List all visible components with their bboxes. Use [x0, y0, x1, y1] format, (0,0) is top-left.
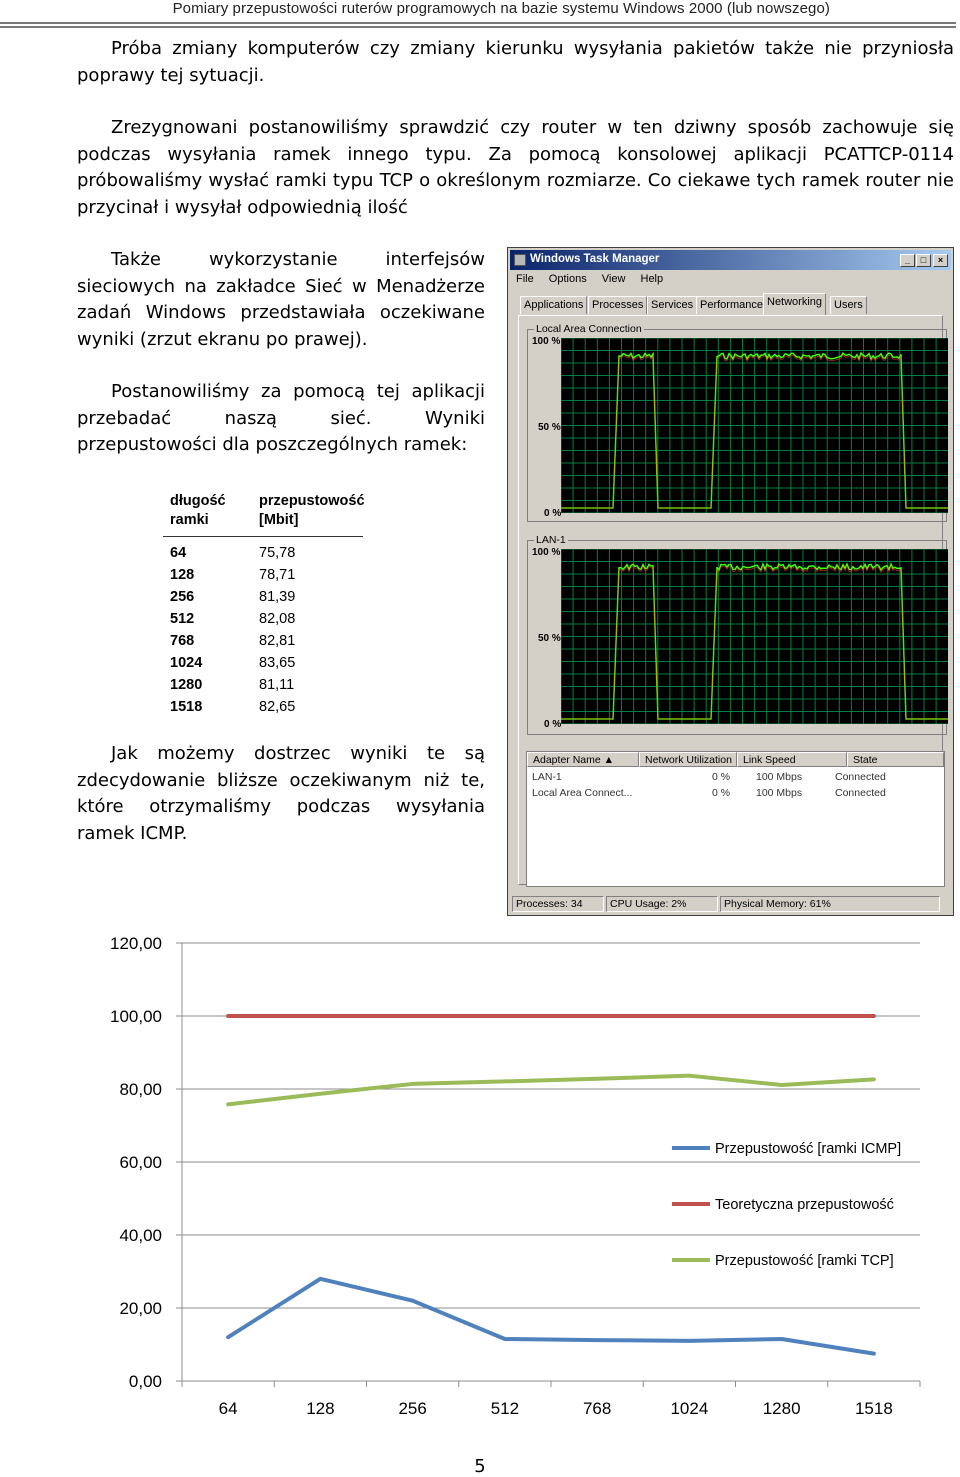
frame-length: 768 [170, 633, 195, 649]
frame-length: 128 [170, 567, 195, 583]
tab-users[interactable]: Users [830, 296, 867, 314]
frame-length: 512 [170, 611, 195, 627]
frame-length: 1280 [170, 677, 203, 693]
x-tick-label: 1518 [854, 1399, 893, 1418]
window-title: Windows Task Manager [530, 253, 660, 265]
graph-label-100: 100 % [532, 547, 561, 558]
x-tick-label: 64 [218, 1399, 238, 1418]
adapter-group-local-area [527, 323, 947, 522]
throughput-value: 78,71 [259, 567, 296, 583]
table-row [163, 651, 363, 673]
table-header-throughput: przepustowość [Mbit] [259, 493, 365, 528]
adapter-list-header [527, 752, 944, 768]
y-tick-label: 0,00 [128, 1372, 162, 1391]
maximize-icon[interactable]: □ [916, 254, 931, 267]
x-tick-label: 1024 [670, 1399, 709, 1418]
y-tick-label: 100,00 [110, 1007, 162, 1026]
paragraph-text: Jak możemy dostrzec wyniki te są zdecydowanie bliższe oczekiwanym niż te, które otrzymaliśmy podczas wysyłania ramek ICMP. [77, 743, 485, 844]
network-graph [561, 338, 948, 513]
throughput-value: 82,08 [259, 611, 296, 627]
column-adapter-name[interactable]: Adapter Name ▲ [527, 752, 639, 767]
table-row [163, 695, 363, 717]
legend-label: Przepustowość [ramki ICMP] [715, 1141, 902, 1157]
adapter-group-lan-1 [527, 534, 947, 735]
graph-label-50: 50 % [538, 422, 561, 433]
table-header-length: długość ramki [170, 493, 226, 528]
paragraph-5 [77, 741, 485, 847]
series-line [228, 1279, 874, 1354]
tab-applications[interactable]: Applications [520, 296, 587, 314]
y-tick-label: 40,00 [119, 1226, 162, 1245]
table-row [163, 607, 363, 629]
header-rule [0, 26, 956, 28]
tab-processes[interactable]: Processes [588, 296, 647, 314]
table-row [163, 563, 363, 585]
menu-file[interactable]: File [516, 273, 534, 285]
menu-help[interactable]: Help [640, 273, 664, 285]
adapter-group-label: Local Area Connection [536, 323, 642, 335]
adapter-group-label: LAN-1 [536, 534, 566, 546]
throughput-value: 75,78 [259, 545, 296, 561]
paragraph-text: Próba zmiany komputerów czy zmiany kierunku wysyłania pakietów także nie przyniosła poprawy tej sytuacji. [77, 38, 954, 86]
frame-length: 64 [170, 545, 187, 561]
throughput-value: 82,81 [259, 633, 296, 649]
status-bar [510, 895, 951, 913]
frame-length: 256 [170, 589, 195, 605]
table-header [163, 490, 363, 537]
table-row [163, 541, 363, 563]
header-rule [0, 22, 956, 24]
x-tick-label: 256 [398, 1399, 427, 1418]
menu-bar [516, 273, 675, 289]
table-row [163, 629, 363, 651]
status-cpu: CPU Usage: 2% [606, 896, 718, 912]
app-icon [514, 254, 526, 266]
frame-length: 1024 [170, 655, 203, 671]
column-state[interactable]: State [847, 752, 944, 767]
chart-svg [0, 920, 960, 1440]
paragraph-4 [77, 379, 485, 459]
adapter-row[interactable]: Local Area Connect... 0 % 100 Mbps Connected [532, 787, 886, 799]
graph-label-0: 0 % [544, 508, 562, 519]
column-network-utilization[interactable]: Network Utilization [639, 752, 737, 767]
y-tick-label: 120,00 [110, 934, 162, 953]
paragraph-text: Także wykorzystanie interfejsów sieciowych na zakładce Sieć w Menadżerze zadań Windows przedstawiała oczekiwane wyniki (zrzut ekranu po prawej). [77, 249, 485, 350]
table-row [163, 673, 363, 695]
page-header-title: Pomiary przepustowości ruterów programowych na bazie systemu Windows 2000 (lub nowszego) [172, 0, 830, 17]
adapter-list [526, 751, 945, 887]
tab-performance[interactable]: Performance [696, 296, 767, 314]
page-number: 5 [474, 1456, 486, 1477]
close-icon[interactable]: × [933, 254, 948, 267]
frame-length: 1518 [170, 699, 203, 715]
status-processes: Processes: 34 [512, 896, 604, 912]
x-tick-label: 128 [306, 1399, 335, 1418]
x-tick-label: 512 [490, 1399, 520, 1418]
series-line [228, 1076, 874, 1105]
throughput-chart [0, 920, 960, 1440]
throughput-value: 82,65 [259, 699, 296, 715]
throughput-value: 83,65 [259, 655, 296, 671]
table-row [163, 585, 363, 607]
paragraph-text: Zrezygnowani postanowiliśmy sprawdzić czy router w ten dziwny sposób zachowuje się podczas wysyłania ramek innego typu. Za pomocą konsolowej aplikacji PCATTCP-0114 próbowaliśmy wysłać ramki typu TCP o określonym rozmiarze. Co ciekawe tych ramek router nie przycinał i wysyłał odpowiednią ilość [77, 117, 954, 218]
column-link-speed[interactable]: Link Speed [737, 752, 847, 767]
legend-label: Teoretyczna przepustowość [715, 1197, 894, 1213]
y-tick-label: 80,00 [119, 1080, 162, 1099]
minimize-icon[interactable]: _ [900, 254, 915, 267]
tab-networking[interactable]: Networking [763, 293, 826, 315]
title-bar [510, 250, 951, 270]
status-memory: Physical Memory: 61% [720, 896, 940, 912]
page-header [0, 0, 960, 30]
throughput-value: 81,11 [259, 677, 295, 693]
legend-label: Przepustowość [ramki TCP] [715, 1253, 894, 1269]
paragraph-3 [77, 247, 485, 353]
table-body [163, 541, 363, 717]
graph-label-100: 100 % [532, 336, 561, 347]
menu-view[interactable]: View [601, 273, 626, 285]
y-tick-label: 60,00 [119, 1153, 162, 1172]
paragraph-1 [77, 36, 954, 89]
throughput-table [163, 490, 363, 717]
paragraph-text: Postanowiliśmy za pomocą tej aplikacji przebadać naszą sieć. Wyniki przepustowości dla poszczególnych ramek: [77, 381, 485, 455]
adapter-row[interactable]: LAN-1 0 % 100 Mbps Connected [532, 771, 886, 783]
graph-label-0: 0 % [544, 719, 562, 730]
tab-services[interactable]: Services [647, 296, 697, 314]
paragraph-2 [77, 115, 954, 221]
x-tick-label: 768 [582, 1399, 612, 1418]
network-graph [561, 549, 948, 724]
menu-options[interactable]: Options [548, 273, 587, 285]
throughput-value: 81,39 [259, 589, 296, 605]
graph-label-50: 50 % [538, 633, 561, 644]
x-tick-label: 1280 [762, 1399, 801, 1418]
task-manager-window [507, 247, 954, 916]
y-tick-label: 20,00 [119, 1299, 162, 1318]
